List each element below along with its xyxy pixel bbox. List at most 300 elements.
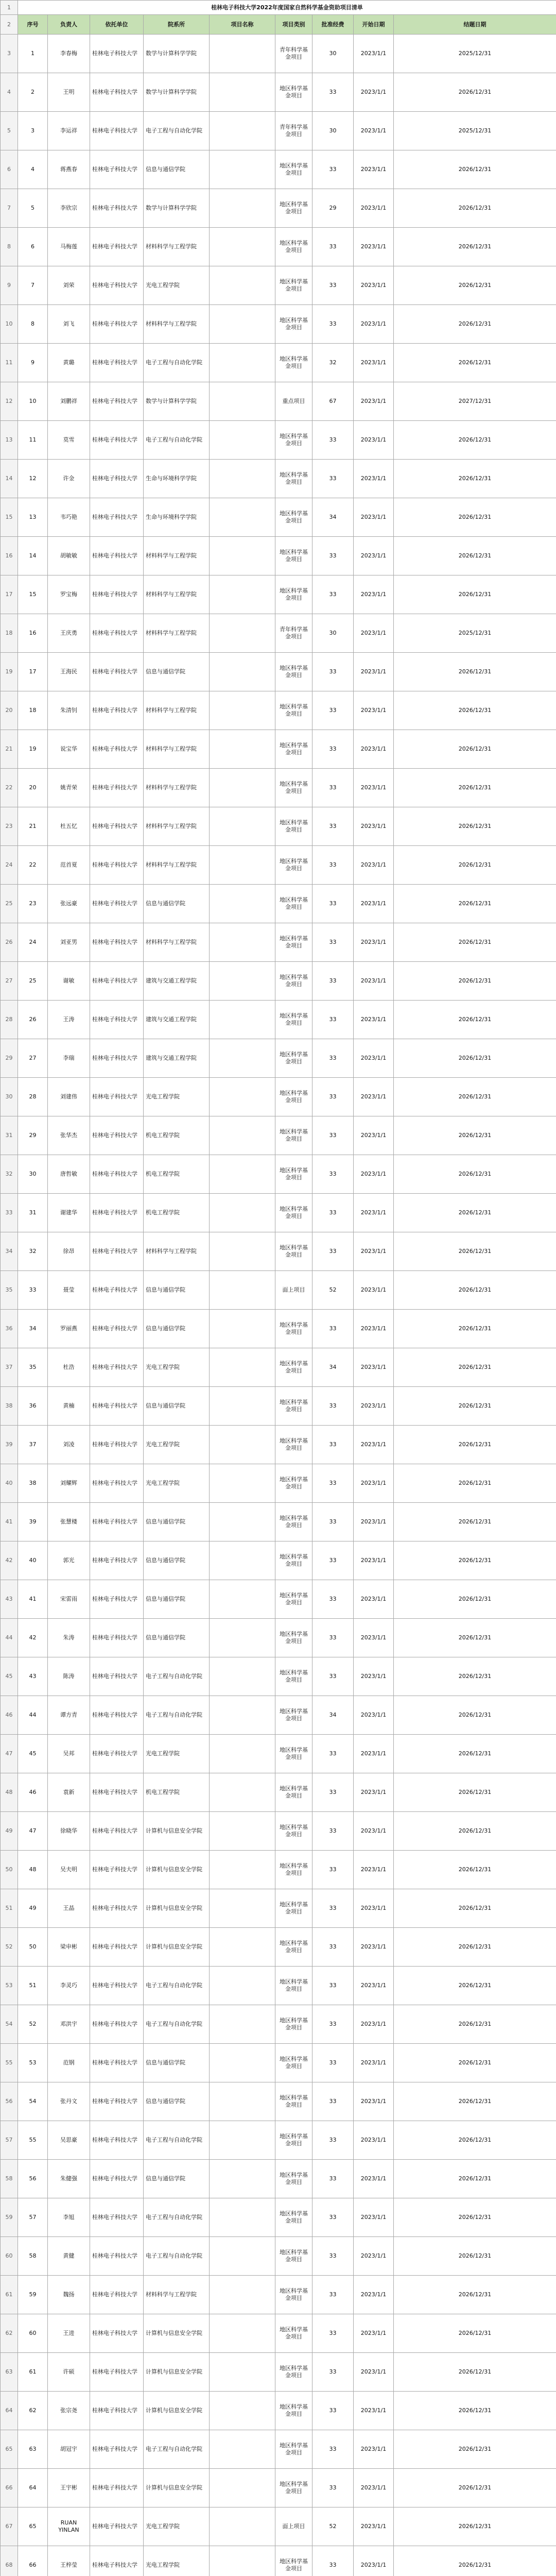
cell-funds[interactable]: 33 — [312, 1657, 354, 1696]
cell-unit[interactable]: 桂林电子科技大学 — [90, 189, 144, 228]
cell-funds[interactable]: 33 — [312, 150, 354, 189]
cell-person[interactable]: 蒋燕春 — [48, 150, 90, 189]
cell-unit[interactable]: 桂林电子科技大学 — [90, 2314, 144, 2353]
cell-person[interactable]: 张丹文 — [48, 2082, 90, 2121]
cell-no[interactable]: 64 — [18, 2469, 48, 2507]
cell-start[interactable]: 2023/1/1 — [354, 1194, 394, 1232]
cell-start[interactable]: 2023/1/1 — [354, 228, 394, 266]
cell-start[interactable]: 2023/1/1 — [354, 1735, 394, 1773]
cell-start[interactable]: 2023/1/1 — [354, 266, 394, 305]
cell-start[interactable]: 2023/1/1 — [354, 2276, 394, 2314]
cell-dept[interactable]: 数学与计算科学学院 — [144, 382, 210, 421]
cell-project[interactable] — [210, 2546, 275, 2576]
cell-category[interactable]: 地区科学基金项目 — [275, 1928, 312, 1967]
cell-dept[interactable]: 电子工程与自动化学院 — [144, 1696, 210, 1735]
row-number[interactable]: 60 — [1, 2237, 18, 2276]
cell-project[interactable] — [210, 344, 275, 382]
cell-dept[interactable]: 材料科学与工程学院 — [144, 537, 210, 575]
cell-category[interactable]: 地区科学基金项目 — [275, 1580, 312, 1619]
cell-funds[interactable]: 33 — [312, 1735, 354, 1773]
row-number[interactable]: 31 — [1, 1116, 18, 1155]
cell-person[interactable]: 刘耀辉 — [48, 1464, 90, 1503]
cell-category[interactable]: 青年科学基金项目 — [275, 614, 312, 653]
cell-start[interactable]: 2023/1/1 — [354, 2392, 394, 2430]
cell-project[interactable] — [210, 2276, 275, 2314]
cell-no[interactable]: 24 — [18, 923, 48, 962]
cell-category[interactable]: 地区科学基金项目 — [275, 1541, 312, 1580]
cell-start[interactable]: 2023/1/1 — [354, 1310, 394, 1348]
cell-no[interactable]: 1 — [18, 35, 48, 73]
cell-project[interactable] — [210, 1657, 275, 1696]
cell-category[interactable]: 地区科学基金项目 — [275, 1889, 312, 1928]
cell-funds[interactable]: 33 — [312, 575, 354, 614]
cell-category[interactable]: 青年科学基金项目 — [275, 35, 312, 73]
cell-dept[interactable]: 计算机与信息安全学院 — [144, 1812, 210, 1851]
cell-project[interactable] — [210, 1851, 275, 1889]
cell-project[interactable] — [210, 2507, 275, 2546]
cell-funds[interactable]: 33 — [312, 769, 354, 807]
cell-end[interactable]: 2026/12/31 — [394, 653, 556, 691]
cell-unit[interactable]: 桂林电子科技大学 — [90, 1232, 144, 1271]
cell-funds[interactable]: 33 — [312, 1116, 354, 1155]
cell-person[interactable]: 王宇彬 — [48, 2469, 90, 2507]
cell-project[interactable] — [210, 653, 275, 691]
cell-project[interactable] — [210, 1039, 275, 1078]
cell-category[interactable]: 地区科学基金项目 — [275, 1039, 312, 1078]
cell-person[interactable]: 罗丽燕 — [48, 1310, 90, 1348]
cell-end[interactable]: 2026/12/31 — [394, 2276, 556, 2314]
cell-funds[interactable]: 33 — [312, 421, 354, 460]
row-number[interactable]: 58 — [1, 2160, 18, 2198]
cell-end[interactable]: 2026/12/31 — [394, 305, 556, 344]
cell-unit[interactable]: 桂林电子科技大学 — [90, 1387, 144, 1426]
cell-person[interactable]: 张宗尧 — [48, 2392, 90, 2430]
cell-no[interactable]: 56 — [18, 2160, 48, 2198]
cell-funds[interactable]: 33 — [312, 691, 354, 730]
cell-unit[interactable]: 桂林电子科技大学 — [90, 2392, 144, 2430]
row-number[interactable]: 19 — [1, 653, 18, 691]
cell-end[interactable]: 2026/12/31 — [394, 1232, 556, 1271]
cell-no[interactable]: 60 — [18, 2314, 48, 2353]
cell-person[interactable]: 徐昂 — [48, 1232, 90, 1271]
cell-funds[interactable]: 33 — [312, 923, 354, 962]
cell-person[interactable]: 陈涛 — [48, 1657, 90, 1696]
cell-category[interactable]: 地区科学基金项目 — [275, 1426, 312, 1464]
cell-project[interactable] — [210, 1348, 275, 1387]
cell-person[interactable]: 吴思豪 — [48, 2121, 90, 2160]
cell-project[interactable] — [210, 1773, 275, 1812]
cell-category[interactable]: 地区科学基金项目 — [275, 769, 312, 807]
cell-funds[interactable]: 33 — [312, 1928, 354, 1967]
cell-end[interactable]: 2026/12/31 — [394, 2507, 556, 2546]
cell-no[interactable]: 35 — [18, 1348, 48, 1387]
cell-category[interactable]: 地区科学基金项目 — [275, 2044, 312, 2082]
cell-project[interactable] — [210, 1387, 275, 1426]
cell-person[interactable]: 刘飞 — [48, 305, 90, 344]
cell-project[interactable] — [210, 2198, 275, 2237]
cell-funds[interactable]: 33 — [312, 1310, 354, 1348]
cell-dept[interactable]: 建筑与交通工程学院 — [144, 1039, 210, 1078]
row-number[interactable]: 40 — [1, 1464, 18, 1503]
row-number[interactable]: 20 — [1, 691, 18, 730]
cell-category[interactable]: 地区科学基金项目 — [275, 691, 312, 730]
cell-unit[interactable]: 桂林电子科技大学 — [90, 1889, 144, 1928]
cell-start[interactable]: 2023/1/1 — [354, 35, 394, 73]
cell-start[interactable]: 2023/1/1 — [354, 1851, 394, 1889]
row-number[interactable]: 22 — [1, 769, 18, 807]
cell-category[interactable]: 地区科学基金项目 — [275, 2353, 312, 2392]
cell-no[interactable]: 19 — [18, 730, 48, 769]
row-number[interactable]: 32 — [1, 1155, 18, 1194]
cell-person[interactable]: 说宝华 — [48, 730, 90, 769]
cell-category[interactable]: 地区科学基金项目 — [275, 1657, 312, 1696]
cell-person[interactable]: 谭方青 — [48, 1696, 90, 1735]
cell-start[interactable]: 2023/1/1 — [354, 1773, 394, 1812]
cell-funds[interactable]: 33 — [312, 2237, 354, 2276]
cell-no[interactable]: 45 — [18, 1735, 48, 1773]
cell-dept[interactable]: 材料科学与工程学院 — [144, 691, 210, 730]
cell-no[interactable]: 16 — [18, 614, 48, 653]
cell-person[interactable]: 李运祥 — [48, 112, 90, 150]
row-number[interactable]: 2 — [1, 15, 18, 35]
cell-end[interactable]: 2026/12/31 — [394, 1851, 556, 1889]
cell-unit[interactable]: 桂林电子科技大学 — [90, 575, 144, 614]
cell-end[interactable]: 2026/12/31 — [394, 2160, 556, 2198]
cell-category[interactable]: 面上项目 — [275, 2507, 312, 2546]
cell-dept[interactable]: 计算机与信息安全学院 — [144, 1928, 210, 1967]
cell-no[interactable]: 50 — [18, 1928, 48, 1967]
cell-end[interactable]: 2026/12/31 — [394, 1155, 556, 1194]
cell-funds[interactable]: 33 — [312, 2198, 354, 2237]
cell-project[interactable] — [210, 2353, 275, 2392]
cell-no[interactable]: 7 — [18, 266, 48, 305]
cell-no[interactable]: 26 — [18, 1001, 48, 1039]
cell-start[interactable]: 2023/1/1 — [354, 1001, 394, 1039]
cell-project[interactable] — [210, 189, 275, 228]
cell-funds[interactable]: 34 — [312, 1696, 354, 1735]
cell-category[interactable]: 地区科学基金项目 — [275, 2160, 312, 2198]
cell-start[interactable]: 2023/1/1 — [354, 1039, 394, 1078]
cell-end[interactable]: 2026/12/31 — [394, 730, 556, 769]
cell-funds[interactable]: 33 — [312, 2353, 354, 2392]
cell-unit[interactable]: 桂林电子科技大学 — [90, 1310, 144, 1348]
cell-dept[interactable]: 信息与通信学院 — [144, 2160, 210, 2198]
cell-unit[interactable]: 桂林电子科技大学 — [90, 73, 144, 112]
cell-funds[interactable]: 33 — [312, 1464, 354, 1503]
cell-person[interactable]: RUAN YINLAN — [48, 2507, 90, 2546]
cell-no[interactable]: 15 — [18, 575, 48, 614]
cell-end[interactable]: 2026/12/31 — [394, 1464, 556, 1503]
cell-no[interactable]: 20 — [18, 769, 48, 807]
row-number[interactable]: 53 — [1, 1967, 18, 2005]
row-number[interactable]: 48 — [1, 1773, 18, 1812]
cell-category[interactable]: 地区科学基金项目 — [275, 2276, 312, 2314]
cell-no[interactable]: 54 — [18, 2082, 48, 2121]
cell-end[interactable]: 2027/12/31 — [394, 382, 556, 421]
cell-category[interactable]: 地区科学基金项目 — [275, 498, 312, 537]
cell-end[interactable]: 2026/12/31 — [394, 537, 556, 575]
cell-dept[interactable]: 数学与计算科学学院 — [144, 73, 210, 112]
cell-category[interactable]: 地区科学基金项目 — [275, 2198, 312, 2237]
cell-end[interactable]: 2026/12/31 — [394, 1812, 556, 1851]
row-number[interactable]: 61 — [1, 2276, 18, 2314]
col-header-unit[interactable]: 依托单位 — [90, 15, 144, 35]
cell-unit[interactable]: 桂林电子科技大学 — [90, 885, 144, 923]
cell-start[interactable]: 2023/1/1 — [354, 382, 394, 421]
cell-project[interactable] — [210, 1967, 275, 2005]
cell-project[interactable] — [210, 1116, 275, 1155]
cell-no[interactable]: 53 — [18, 2044, 48, 2082]
cell-funds[interactable]: 33 — [312, 2430, 354, 2469]
cell-start[interactable]: 2023/1/1 — [354, 2430, 394, 2469]
cell-no[interactable]: 23 — [18, 885, 48, 923]
cell-unit[interactable]: 桂林电子科技大学 — [90, 1464, 144, 1503]
cell-no[interactable]: 5 — [18, 189, 48, 228]
row-number[interactable]: 9 — [1, 266, 18, 305]
cell-person[interactable]: 谢建华 — [48, 1194, 90, 1232]
cell-dept[interactable]: 电子工程与自动化学院 — [144, 344, 210, 382]
sheet-title[interactable]: 桂林电子科技大学2022年度国家自然科学基金资助项目清单 — [18, 1, 556, 15]
cell-project[interactable] — [210, 1001, 275, 1039]
cell-unit[interactable]: 桂林电子科技大学 — [90, 1194, 144, 1232]
cell-end[interactable]: 2026/12/31 — [394, 1580, 556, 1619]
row-number[interactable]: 10 — [1, 305, 18, 344]
cell-project[interactable] — [210, 421, 275, 460]
cell-start[interactable]: 2023/1/1 — [354, 460, 394, 498]
cell-category[interactable]: 地区科学基金项目 — [275, 305, 312, 344]
cell-start[interactable]: 2023/1/1 — [354, 1812, 394, 1851]
cell-project[interactable] — [210, 1580, 275, 1619]
cell-funds[interactable]: 33 — [312, 653, 354, 691]
cell-dept[interactable]: 信息与通信学院 — [144, 2082, 210, 2121]
cell-funds[interactable]: 33 — [312, 305, 354, 344]
cell-dept[interactable]: 电子工程与自动化学院 — [144, 1967, 210, 2005]
cell-funds[interactable]: 30 — [312, 614, 354, 653]
cell-category[interactable]: 地区科学基金项目 — [275, 1310, 312, 1348]
cell-unit[interactable]: 桂林电子科技大学 — [90, 2044, 144, 2082]
cell-unit[interactable]: 桂林电子科技大学 — [90, 2469, 144, 2507]
cell-category[interactable]: 重点项目 — [275, 382, 312, 421]
cell-end[interactable]: 2026/12/31 — [394, 266, 556, 305]
cell-person[interactable]: 吴夫明 — [48, 1851, 90, 1889]
row-number[interactable]: 37 — [1, 1348, 18, 1387]
cell-person[interactable]: 刘鹏祥 — [48, 382, 90, 421]
cell-funds[interactable]: 67 — [312, 382, 354, 421]
cell-project[interactable] — [210, 614, 275, 653]
row-number[interactable]: 65 — [1, 2430, 18, 2469]
cell-category[interactable]: 地区科学基金项目 — [275, 885, 312, 923]
cell-start[interactable]: 2023/1/1 — [354, 305, 394, 344]
cell-category[interactable]: 地区科学基金项目 — [275, 2392, 312, 2430]
cell-category[interactable]: 地区科学基金项目 — [275, 807, 312, 846]
cell-unit[interactable]: 桂林电子科技大学 — [90, 2198, 144, 2237]
cell-dept[interactable]: 光电工程学院 — [144, 1735, 210, 1773]
cell-no[interactable]: 33 — [18, 1271, 48, 1310]
cell-end[interactable]: 2026/12/31 — [394, 1503, 556, 1541]
cell-unit[interactable]: 桂林电子科技大学 — [90, 537, 144, 575]
cell-category[interactable]: 地区科学基金项目 — [275, 730, 312, 769]
cell-funds[interactable]: 33 — [312, 2160, 354, 2198]
cell-person[interactable]: 杜浩 — [48, 1348, 90, 1387]
cell-start[interactable]: 2023/1/1 — [354, 112, 394, 150]
cell-person[interactable]: 杜五忆 — [48, 807, 90, 846]
cell-category[interactable]: 地区科学基金项目 — [275, 189, 312, 228]
cell-unit[interactable]: 桂林电子科技大学 — [90, 1773, 144, 1812]
cell-end[interactable]: 2026/12/31 — [394, 2392, 556, 2430]
row-number[interactable]: 27 — [1, 962, 18, 1001]
cell-dept[interactable]: 建筑与交通工程学院 — [144, 962, 210, 1001]
row-number[interactable]: 28 — [1, 1001, 18, 1039]
cell-project[interactable] — [210, 2392, 275, 2430]
cell-dept[interactable]: 生命与环境科学学院 — [144, 460, 210, 498]
cell-project[interactable] — [210, 2160, 275, 2198]
cell-no[interactable]: 11 — [18, 421, 48, 460]
cell-end[interactable]: 2026/12/31 — [394, 691, 556, 730]
cell-start[interactable]: 2023/1/1 — [354, 2044, 394, 2082]
cell-no[interactable]: 12 — [18, 460, 48, 498]
cell-dept[interactable]: 计算机与信息安全学院 — [144, 1889, 210, 1928]
cell-start[interactable]: 2023/1/1 — [354, 2160, 394, 2198]
cell-funds[interactable]: 33 — [312, 1503, 354, 1541]
cell-category[interactable]: 地区科学基金项目 — [275, 344, 312, 382]
cell-no[interactable]: 47 — [18, 1812, 48, 1851]
cell-dept[interactable]: 计算机与信息安全学院 — [144, 2392, 210, 2430]
cell-dept[interactable]: 信息与通信学院 — [144, 885, 210, 923]
cell-no[interactable]: 25 — [18, 962, 48, 1001]
row-number[interactable]: 26 — [1, 923, 18, 962]
cell-start[interactable]: 2023/1/1 — [354, 2546, 394, 2576]
cell-project[interactable] — [210, 1889, 275, 1928]
cell-category[interactable]: 地区科学基金项目 — [275, 923, 312, 962]
cell-dept[interactable]: 材料科学与工程学院 — [144, 923, 210, 962]
cell-end[interactable]: 2025/12/31 — [394, 614, 556, 653]
cell-dept[interactable]: 材料科学与工程学院 — [144, 846, 210, 885]
cell-start[interactable]: 2023/1/1 — [354, 653, 394, 691]
cell-project[interactable] — [210, 691, 275, 730]
cell-category[interactable]: 地区科学基金项目 — [275, 1464, 312, 1503]
row-number[interactable]: 1 — [1, 1, 18, 15]
cell-project[interactable] — [210, 1696, 275, 1735]
row-number[interactable]: 21 — [1, 730, 18, 769]
cell-category[interactable]: 地区科学基金项目 — [275, 537, 312, 575]
cell-project[interactable] — [210, 228, 275, 266]
cell-start[interactable]: 2023/1/1 — [354, 2469, 394, 2507]
cell-dept[interactable]: 信息与通信学院 — [144, 653, 210, 691]
cell-unit[interactable]: 桂林电子科技大学 — [90, 1001, 144, 1039]
cell-category[interactable]: 地区科学基金项目 — [275, 228, 312, 266]
cell-dept[interactable]: 光电工程学院 — [144, 266, 210, 305]
cell-funds[interactable]: 33 — [312, 2469, 354, 2507]
cell-unit[interactable]: 桂林电子科技大学 — [90, 2507, 144, 2546]
cell-end[interactable]: 2026/12/31 — [394, 2430, 556, 2469]
cell-end[interactable]: 2026/12/31 — [394, 1928, 556, 1967]
cell-project[interactable] — [210, 2005, 275, 2044]
cell-funds[interactable]: 33 — [312, 228, 354, 266]
row-number[interactable]: 3 — [1, 35, 18, 73]
row-number[interactable]: 57 — [1, 2121, 18, 2160]
cell-person[interactable]: 范钢 — [48, 2044, 90, 2082]
cell-person[interactable]: 胡冠宇 — [48, 2430, 90, 2469]
cell-project[interactable] — [210, 35, 275, 73]
cell-no[interactable]: 38 — [18, 1464, 48, 1503]
cell-start[interactable]: 2023/1/1 — [354, 498, 394, 537]
cell-unit[interactable]: 桂林电子科技大学 — [90, 1967, 144, 2005]
cell-funds[interactable]: 33 — [312, 2044, 354, 2082]
cell-person[interactable]: 胡敏敏 — [48, 537, 90, 575]
cell-unit[interactable]: 桂林电子科技大学 — [90, 460, 144, 498]
cell-dept[interactable]: 信息与通信学院 — [144, 1310, 210, 1348]
cell-unit[interactable]: 桂林电子科技大学 — [90, 2160, 144, 2198]
cell-start[interactable]: 2023/1/1 — [354, 1348, 394, 1387]
cell-project[interactable] — [210, 73, 275, 112]
cell-funds[interactable]: 33 — [312, 962, 354, 1001]
cell-person[interactable]: 李瑞 — [48, 1039, 90, 1078]
cell-category[interactable]: 地区科学基金项目 — [275, 2082, 312, 2121]
cell-end[interactable]: 2026/12/31 — [394, 460, 556, 498]
cell-no[interactable]: 34 — [18, 1310, 48, 1348]
row-number[interactable]: 11 — [1, 344, 18, 382]
cell-start[interactable]: 2023/1/1 — [354, 1387, 394, 1426]
cell-end[interactable]: 2026/12/31 — [394, 923, 556, 962]
cell-funds[interactable]: 33 — [312, 1039, 354, 1078]
cell-category[interactable]: 地区科学基金项目 — [275, 1078, 312, 1116]
cell-no[interactable]: 17 — [18, 653, 48, 691]
cell-dept[interactable]: 信息与通信学院 — [144, 1580, 210, 1619]
cell-category[interactable]: 地区科学基金项目 — [275, 2121, 312, 2160]
cell-funds[interactable]: 33 — [312, 1078, 354, 1116]
cell-person[interactable]: 邓洪宇 — [48, 2005, 90, 2044]
cell-funds[interactable]: 30 — [312, 112, 354, 150]
cell-project[interactable] — [210, 1426, 275, 1464]
cell-dept[interactable]: 数学与计算科学学院 — [144, 189, 210, 228]
cell-funds[interactable]: 34 — [312, 498, 354, 537]
cell-funds[interactable]: 30 — [312, 35, 354, 73]
cell-end[interactable]: 2026/12/31 — [394, 189, 556, 228]
cell-start[interactable]: 2023/1/1 — [354, 2005, 394, 2044]
row-number[interactable]: 36 — [1, 1310, 18, 1348]
cell-person[interactable]: 黄璐 — [48, 344, 90, 382]
cell-unit[interactable]: 桂林电子科技大学 — [90, 1078, 144, 1116]
cell-unit[interactable]: 桂林电子科技大学 — [90, 962, 144, 1001]
cell-person[interactable]: 罗宝梅 — [48, 575, 90, 614]
cell-end[interactable]: 2026/12/31 — [394, 1773, 556, 1812]
cell-dept[interactable]: 计算机与信息安全学院 — [144, 2314, 210, 2353]
cell-unit[interactable]: 桂林电子科技大学 — [90, 305, 144, 344]
cell-dept[interactable]: 信息与通信学院 — [144, 1619, 210, 1657]
cell-person[interactable]: 李灵巧 — [48, 1967, 90, 2005]
cell-end[interactable]: 2026/12/31 — [394, 1001, 556, 1039]
col-header-end[interactable]: 结题日期 — [394, 15, 556, 35]
cell-person[interactable]: 马梅莲 — [48, 228, 90, 266]
cell-project[interactable] — [210, 1232, 275, 1271]
cell-unit[interactable]: 桂林电子科技大学 — [90, 228, 144, 266]
cell-start[interactable]: 2023/1/1 — [354, 730, 394, 769]
cell-end[interactable]: 2026/12/31 — [394, 150, 556, 189]
cell-no[interactable]: 30 — [18, 1155, 48, 1194]
cell-start[interactable]: 2023/1/1 — [354, 2353, 394, 2392]
cell-dept[interactable]: 电子工程与自动化学院 — [144, 2430, 210, 2469]
cell-project[interactable] — [210, 498, 275, 537]
row-number[interactable]: 63 — [1, 2353, 18, 2392]
cell-start[interactable]: 2023/1/1 — [354, 1271, 394, 1310]
col-header-project[interactable]: 项目名称 — [210, 15, 275, 35]
cell-project[interactable] — [210, 962, 275, 1001]
cell-funds[interactable]: 33 — [312, 2314, 354, 2353]
cell-person[interactable]: 许金 — [48, 460, 90, 498]
cell-funds[interactable]: 33 — [312, 1387, 354, 1426]
cell-no[interactable]: 55 — [18, 2121, 48, 2160]
cell-person[interactable]: 王海民 — [48, 653, 90, 691]
